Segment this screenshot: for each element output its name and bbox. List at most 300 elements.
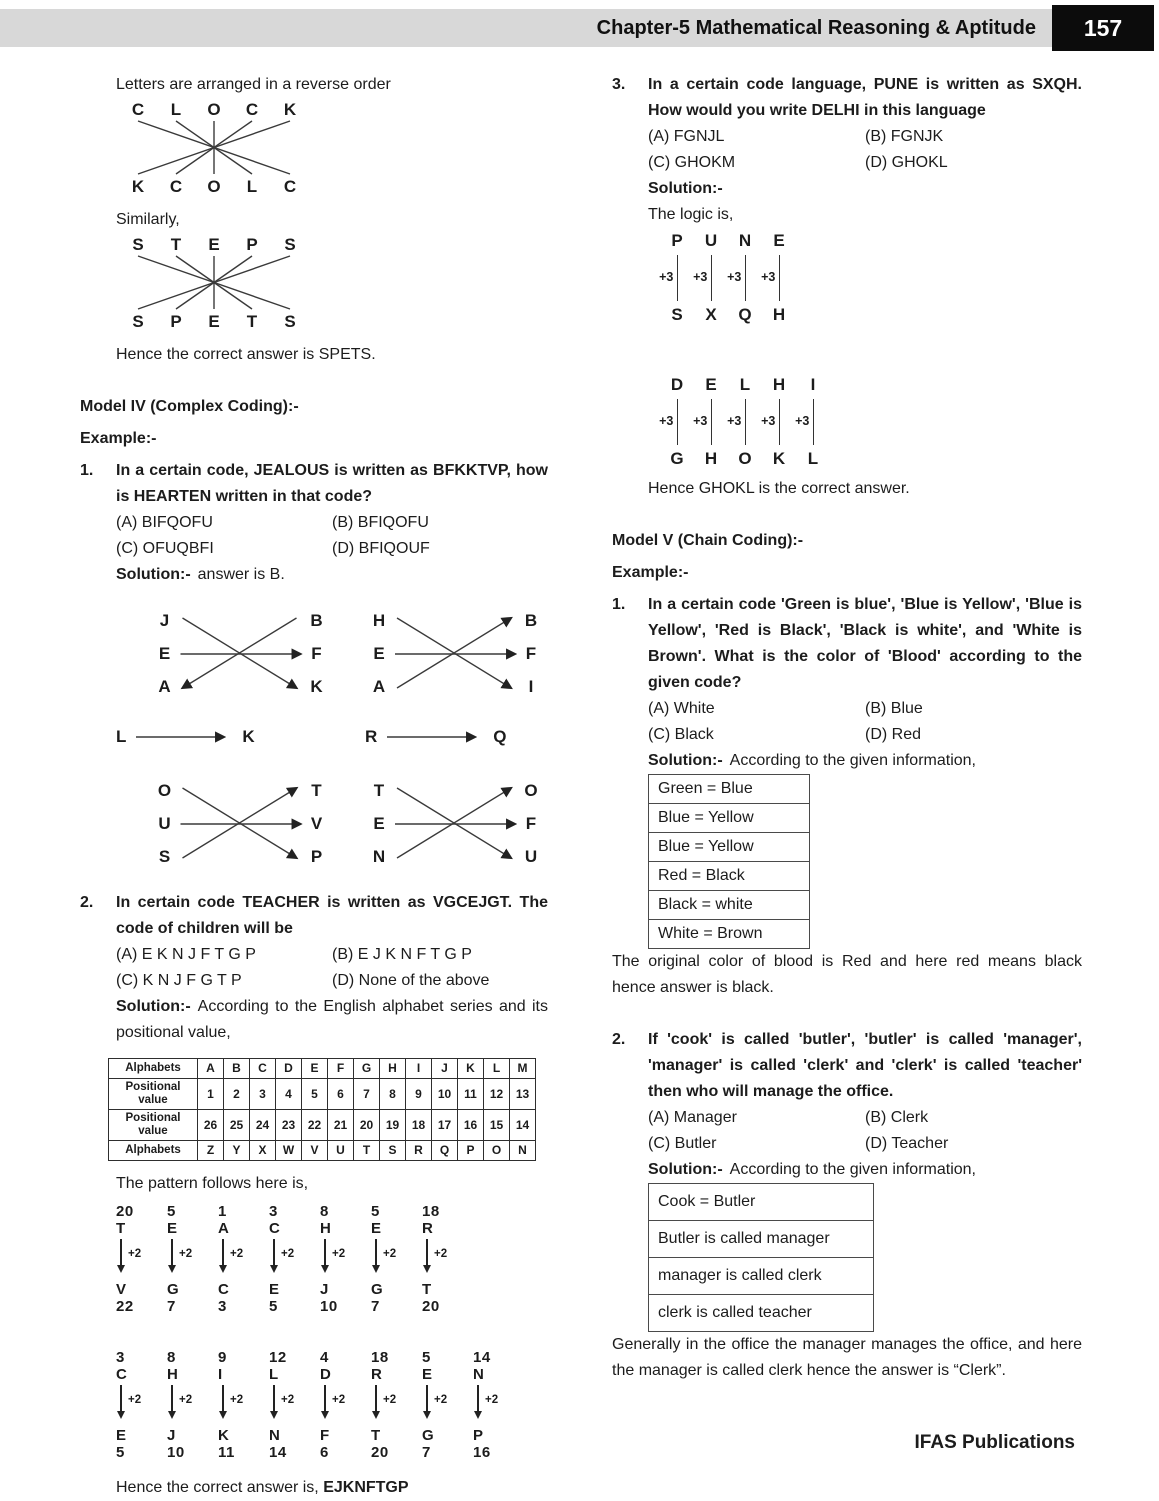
shift-operator: +2 <box>128 1248 142 1260</box>
shift-operator: +2 <box>485 1394 499 1406</box>
position-value: 7 <box>371 1298 380 1315</box>
table-cell: W <box>276 1141 302 1161</box>
chain-question-2-options <box>648 1105 1082 1157</box>
table-cell: E <box>302 1059 328 1079</box>
pattern-column <box>218 1349 252 1461</box>
position-value: 18 <box>422 1203 440 1220</box>
shift-column <box>762 374 796 470</box>
position-value: 22 <box>116 1298 134 1315</box>
table-cell: 5 <box>302 1079 328 1110</box>
table-cell: C <box>250 1059 276 1079</box>
steps-bottom-letter: T <box>246 312 258 331</box>
shift-operator: +2 <box>383 1394 397 1406</box>
cook-chain-table <box>648 1183 874 1332</box>
chain-table-row: Blue = Yellow <box>649 832 809 861</box>
shift-column <box>694 374 728 470</box>
question-text: If 'cook' is called 'butler', 'butler' is called 'manager', 'manager' is called 'clerk' and 'clerk' is called 'teacher' then who will manage the office. <box>648 1031 1082 1100</box>
shift-operator: +3 <box>727 414 742 428</box>
map-letter: O <box>524 781 538 800</box>
table-cell: 8 <box>380 1079 406 1110</box>
source-letter: R <box>422 1220 434 1237</box>
option: (B) BFIQOFU <box>332 514 429 531</box>
table-cell: 2 <box>224 1079 250 1110</box>
shift-operator: +3 <box>659 414 674 428</box>
table-cell: 9 <box>406 1079 432 1110</box>
question-1-options <box>116 510 548 562</box>
steps-bottom-letter: E <box>208 312 220 331</box>
position-value: 3 <box>269 1203 278 1220</box>
table-row <box>109 1110 536 1141</box>
down-arrow <box>375 1239 401 1279</box>
l-to-k-arrow <box>116 724 365 750</box>
position-value: 20 <box>116 1203 134 1220</box>
coded-letter: F <box>320 1427 330 1444</box>
solution-label: Solution:- <box>648 752 723 769</box>
solution-text: According to the given information, <box>729 752 976 769</box>
pattern-column <box>320 1349 354 1461</box>
hea-bfi-map-diagram <box>365 602 545 702</box>
shift-operator: +3 <box>693 414 708 428</box>
arrow <box>385 730 485 744</box>
table-cell: M <box>510 1059 536 1079</box>
steps-bottom-letter: P <box>170 312 182 331</box>
chain-table-row: clerk is called teacher <box>649 1294 873 1331</box>
table-cell: T <box>354 1141 380 1161</box>
pattern-column <box>422 1349 456 1461</box>
pattern-intro: The pattern follows here is, <box>116 1175 309 1192</box>
steps-conclusion: Hence the correct answer is SPETS. <box>116 346 376 363</box>
steps-top-letter: S <box>132 235 144 254</box>
table-cell: H <box>380 1059 406 1079</box>
question-3-conclusion: Hence GHOKL is the correct answer. <box>648 480 910 497</box>
map-letter: P <box>310 847 323 866</box>
map-letter: E <box>373 814 385 833</box>
shift-operator: +2 <box>179 1394 193 1406</box>
down-arrow <box>477 1385 503 1425</box>
shift-operator: +3 <box>693 270 708 284</box>
right-column <box>612 72 1082 1384</box>
coded-letter: K <box>218 1427 230 1444</box>
row-header-cell: Alphabets <box>109 1059 198 1079</box>
row-header-cell: Positional value <box>109 1110 198 1141</box>
shift-operator: +2 <box>332 1394 346 1406</box>
table-cell: 3 <box>250 1079 276 1110</box>
table-cell: P <box>458 1141 484 1161</box>
source-letter: R <box>371 1366 383 1383</box>
option: (A) White <box>648 700 715 717</box>
position-value: 11 <box>218 1444 235 1461</box>
shift-line <box>728 396 762 448</box>
down-arrow <box>171 1239 197 1279</box>
down-arrow <box>426 1239 452 1279</box>
table-cell: 13 <box>510 1079 536 1110</box>
question-2-solution <box>116 994 548 1046</box>
source-letter: T <box>116 1220 126 1237</box>
coded-letter: G <box>371 1281 384 1298</box>
map-letter: K <box>310 677 323 696</box>
table-cell: 4 <box>276 1079 302 1110</box>
pune-shift-diagram <box>660 230 1082 326</box>
table-row <box>109 1141 536 1161</box>
map-letter: O <box>157 781 172 800</box>
chain-table-row: manager is called clerk <box>649 1257 873 1294</box>
coded-letter: G <box>422 1427 435 1444</box>
chain-question-1-options <box>648 696 1082 748</box>
position-value: 4 <box>320 1349 329 1366</box>
chain-table-row: Green = Blue <box>658 780 753 797</box>
table-cell: 22 <box>302 1110 328 1141</box>
table-cell: 21 <box>328 1110 354 1141</box>
coded-letter: E <box>269 1281 280 1298</box>
coded-letter: N <box>269 1427 281 1444</box>
office-conclusion: Generally in the office the manager manages the office, and here the manager is called clerk hence the answer is “Clerk”. <box>612 1336 1082 1379</box>
source-letter: E <box>773 231 785 250</box>
map-letter: B <box>524 611 538 630</box>
logic-label: The logic is, <box>648 206 734 223</box>
table-cell: J <box>432 1059 458 1079</box>
solution-text: According to the given information, <box>729 1161 976 1178</box>
question-number: 3. <box>612 76 626 93</box>
source-letter: E <box>422 1366 433 1383</box>
clock-top-letter: C <box>131 100 145 119</box>
pattern-column <box>269 1349 303 1461</box>
map-letter: V <box>310 814 323 833</box>
coded-letter: H <box>772 305 786 324</box>
shift-operator: +2 <box>179 1248 193 1260</box>
pattern-column <box>371 1349 405 1461</box>
position-value: 14 <box>269 1444 287 1461</box>
row-header-cell: Positional value <box>109 1079 198 1110</box>
letter-map-row-2 <box>116 772 548 872</box>
source-letter: A <box>218 1220 230 1237</box>
option: (C) GHOKM <box>648 154 736 171</box>
table-cell: 19 <box>380 1110 406 1141</box>
jea-bfk-map-diagram <box>116 602 365 702</box>
question-number: 2. <box>80 894 94 911</box>
clock-bottom-letter: C <box>169 177 183 196</box>
shift-operator: +3 <box>659 270 674 284</box>
option: (D) Red <box>865 726 922 743</box>
option: (B) E J K N F T G P <box>332 946 472 963</box>
steps-bottom-letter: S <box>284 312 296 331</box>
position-value: 16 <box>473 1444 491 1461</box>
chain-table-row: Red = Black <box>649 861 809 890</box>
shift-line <box>660 396 694 448</box>
map-letter: N <box>372 847 386 866</box>
arrow <box>134 730 234 744</box>
position-value: 7 <box>167 1298 176 1315</box>
children-pattern-diagram <box>116 1349 548 1461</box>
question-number: 1. <box>80 462 94 479</box>
pattern-column <box>167 1349 201 1461</box>
coded-letter: O <box>738 449 752 468</box>
source-letter: D <box>320 1366 332 1383</box>
coded-letter: S <box>671 305 683 324</box>
table-cell: 23 <box>276 1110 302 1141</box>
map-letter: E <box>373 644 385 663</box>
option: (C) K N J F G T P <box>116 972 242 989</box>
chain-table-row: White = Brown <box>649 919 809 948</box>
pattern-column <box>269 1203 303 1315</box>
model5-example-label: Example:- <box>612 564 689 581</box>
position-value: 20 <box>371 1444 389 1461</box>
map-letter: T <box>373 781 385 800</box>
source-letter: H <box>772 375 786 394</box>
shift-column <box>660 230 694 326</box>
source-letter: E <box>167 1220 178 1237</box>
steps-bottom-letter: S <box>132 312 144 331</box>
shift-line <box>660 252 694 304</box>
model4-heading: Model IV (Complex Coding):- <box>80 398 299 415</box>
map-letter: S <box>158 847 171 866</box>
table-cell: L <box>484 1059 510 1079</box>
table-cell: N <box>510 1141 536 1161</box>
source-letter: P <box>671 231 683 250</box>
table-cell: Y <box>224 1141 250 1161</box>
option: (C) OFUQBFI <box>116 540 214 557</box>
reverse-order-intro: Letters are arranged in a reverse order <box>116 76 391 93</box>
question-2-options <box>116 942 548 994</box>
option: (A) Manager <box>648 1109 737 1126</box>
table-cell: 6 <box>328 1079 354 1110</box>
r-to-q-arrow <box>365 724 507 750</box>
position-value: 5 <box>116 1444 125 1461</box>
table-cell: Q <box>432 1141 458 1161</box>
down-arrow <box>426 1385 452 1425</box>
position-value: 8 <box>167 1349 176 1366</box>
blood-conclusion: The original color of blood is Red and here red means black hence answer is black. <box>612 953 1082 996</box>
pattern-column <box>116 1203 150 1315</box>
question-3-options <box>648 124 1082 176</box>
shift-line <box>728 252 762 304</box>
map-letter: U <box>524 847 538 866</box>
question-2-conclusion <box>116 1475 548 1501</box>
clock-top-letter: O <box>207 100 221 119</box>
solution-label: Solution:- <box>648 180 723 197</box>
chain-table-row: Blue = Yellow <box>649 803 809 832</box>
chain-question-1 <box>612 592 1082 696</box>
table-cell: F <box>328 1059 354 1079</box>
source-letter: H <box>167 1366 179 1383</box>
coded-letter: T <box>371 1427 381 1444</box>
conclusion-answer: EJKNFTGP <box>323 1479 409 1496</box>
map-letter: U <box>158 814 171 833</box>
table-cell: 11 <box>458 1079 484 1110</box>
solution-label: Solution:- <box>648 1161 723 1178</box>
table-cell: 16 <box>458 1110 484 1141</box>
table-cell: 17 <box>432 1110 458 1141</box>
position-value: 10 <box>320 1298 338 1315</box>
down-arrow <box>273 1385 299 1425</box>
chain-table-row: Cook = Butler <box>658 1193 756 1210</box>
clock-bottom-letter: K <box>131 177 145 196</box>
question-text: In a certain code 'Green is blue', 'Blue is Yellow', 'Blue is Yellow', 'Red is Black', 'Black is white', and 'White is Brown'. What is the color of 'Blood' according to the given code? <box>648 596 1082 691</box>
option: (B) Clerk <box>865 1109 929 1126</box>
source-letter: U <box>704 231 718 250</box>
clock-bottom-letter: L <box>246 177 258 196</box>
coded-letter: C <box>218 1281 230 1298</box>
table-cell: 1 <box>198 1079 224 1110</box>
shift-line <box>694 252 728 304</box>
shift-line <box>796 396 830 448</box>
shift-operator: +2 <box>281 1394 295 1406</box>
position-value: 7 <box>422 1444 431 1461</box>
option: (C) Butler <box>648 1135 717 1152</box>
table-cell: 25 <box>224 1110 250 1141</box>
down-arrow <box>222 1239 248 1279</box>
option: (D) GHOKL <box>865 154 948 171</box>
coded-letter: J <box>320 1281 329 1298</box>
source-letter: N <box>473 1366 485 1383</box>
coded-letter: J <box>167 1427 176 1444</box>
question-text: In a certain code language, PUNE is written as SXQH. How would you write DELHI in this language <box>648 76 1082 119</box>
table-cell: X <box>250 1141 276 1161</box>
pattern-column <box>371 1203 405 1315</box>
position-value: 8 <box>320 1203 329 1220</box>
table-cell: 26 <box>198 1110 224 1141</box>
table-cell: A <box>198 1059 224 1079</box>
pattern-column <box>473 1349 507 1461</box>
table-cell: G <box>354 1059 380 1079</box>
shift-operator: +2 <box>383 1248 397 1260</box>
model4-example-label: Example:- <box>80 430 157 447</box>
shift-operator: +2 <box>128 1394 142 1406</box>
down-arrow <box>171 1385 197 1425</box>
question-text: In certain code TEACHER is written as VGCEJGT. The code of children will be <box>116 894 548 937</box>
shift-operator: +3 <box>795 414 810 428</box>
table-cell: D <box>276 1059 302 1079</box>
pattern-column <box>422 1203 456 1315</box>
table-cell: 20 <box>354 1110 380 1141</box>
source-letter: L <box>269 1366 279 1383</box>
table-cell: 10 <box>432 1079 458 1110</box>
shift-column <box>728 230 762 326</box>
ten-ofu-map-diagram <box>365 772 545 872</box>
table-cell: 24 <box>250 1110 276 1141</box>
table-cell: R <box>406 1141 432 1161</box>
position-value: 14 <box>473 1349 491 1366</box>
shift-column <box>694 230 728 326</box>
position-value: 6 <box>320 1444 329 1461</box>
position-value: 12 <box>269 1349 287 1366</box>
ous-tvp-map-diagram <box>116 772 365 872</box>
left-column <box>80 72 548 1501</box>
source-letter: I <box>218 1366 223 1383</box>
option: (D) BFIQOUF <box>332 540 430 557</box>
map-letter: B <box>310 611 323 630</box>
map-letter: F <box>525 644 537 663</box>
chain-table-row: Butler is called manager <box>649 1220 873 1257</box>
option: (B) FGNJK <box>865 128 944 145</box>
source-letter: I <box>810 375 816 394</box>
table-row <box>109 1079 536 1110</box>
shift-operator: +2 <box>230 1248 244 1260</box>
coded-letter: E <box>116 1427 127 1444</box>
solution-label: Solution:- <box>116 998 191 1015</box>
question-number: 1. <box>612 596 626 613</box>
shift-operator: +2 <box>281 1248 295 1260</box>
map-letter: H <box>372 611 386 630</box>
coded-letter: X <box>705 305 717 324</box>
shift-operator: +3 <box>727 270 742 284</box>
option: (A) BIFQOFU <box>116 514 213 531</box>
pattern-column <box>320 1203 354 1315</box>
letter-map-row-1 <box>116 602 548 702</box>
chain-question-2 <box>612 1027 1082 1105</box>
single-letter-arrow-row <box>116 724 548 750</box>
steps-top-letter: P <box>246 235 258 254</box>
table-cell: 12 <box>484 1079 510 1110</box>
coded-letter: P <box>473 1427 484 1444</box>
option: (C) Black <box>648 726 714 743</box>
solution-text: answer is B. <box>197 566 285 583</box>
coded-letter: Q <box>738 305 752 324</box>
shift-operator: +3 <box>761 270 776 284</box>
alphabet-table-body <box>109 1059 536 1161</box>
clock-top-letter: C <box>245 100 259 119</box>
option: (D) Teacher <box>865 1135 949 1152</box>
down-arrow <box>120 1385 146 1425</box>
source-letter: L <box>739 375 751 394</box>
down-arrow <box>222 1385 248 1425</box>
clock-bottom-letter: O <box>207 177 221 196</box>
map-letter: E <box>158 644 171 663</box>
teacher-pattern-diagram <box>116 1203 548 1315</box>
delhi-shift-diagram <box>660 374 1082 470</box>
map-letter: F <box>311 644 322 663</box>
source-letter: N <box>738 231 752 250</box>
shift-operator: +2 <box>434 1248 448 1260</box>
source-letter: E <box>371 1220 382 1237</box>
shift-column <box>728 374 762 470</box>
option: (D) None of the above <box>332 972 490 989</box>
clock-reverse-diagram <box>116 100 328 196</box>
steps-top-letter: E <box>208 235 220 254</box>
shift-operator: +2 <box>332 1248 346 1260</box>
color-chain-table <box>648 774 810 949</box>
chain-table-row: Black = white <box>649 890 809 919</box>
map-letter: K <box>242 727 255 746</box>
down-arrow <box>120 1239 146 1279</box>
model5-heading: Model V (Chain Coding):- <box>612 532 804 549</box>
position-value: 20 <box>422 1298 440 1315</box>
question-1-solution <box>116 562 548 588</box>
question-text: In a certain code, JEALOUS is written as BFKKTVP, how is HEARTEN written in that code? <box>116 462 548 505</box>
option: (A) FGNJL <box>648 128 725 145</box>
pattern-column <box>116 1349 150 1461</box>
position-value: 3 <box>116 1349 125 1366</box>
table-cell: U <box>328 1141 354 1161</box>
conclusion-prefix: Hence the correct answer is, <box>116 1479 324 1496</box>
question-1 <box>80 458 548 510</box>
question-number: 2. <box>612 1031 626 1048</box>
position-value: 18 <box>371 1349 389 1366</box>
source-letter: H <box>320 1220 332 1237</box>
down-arrow <box>324 1239 350 1279</box>
position-value: 5 <box>422 1349 431 1366</box>
table-cell: S <box>380 1141 406 1161</box>
map-letter: F <box>525 814 537 833</box>
coded-letter: V <box>116 1281 127 1298</box>
page-number: 157 <box>1052 5 1154 51</box>
pattern-column <box>167 1203 201 1315</box>
coded-letter: G <box>167 1281 180 1298</box>
coded-letter: H <box>704 449 718 468</box>
table-cell: I <box>406 1059 432 1079</box>
source-letter: C <box>116 1366 128 1383</box>
shift-column <box>796 374 830 470</box>
shift-operator: +2 <box>434 1394 448 1406</box>
